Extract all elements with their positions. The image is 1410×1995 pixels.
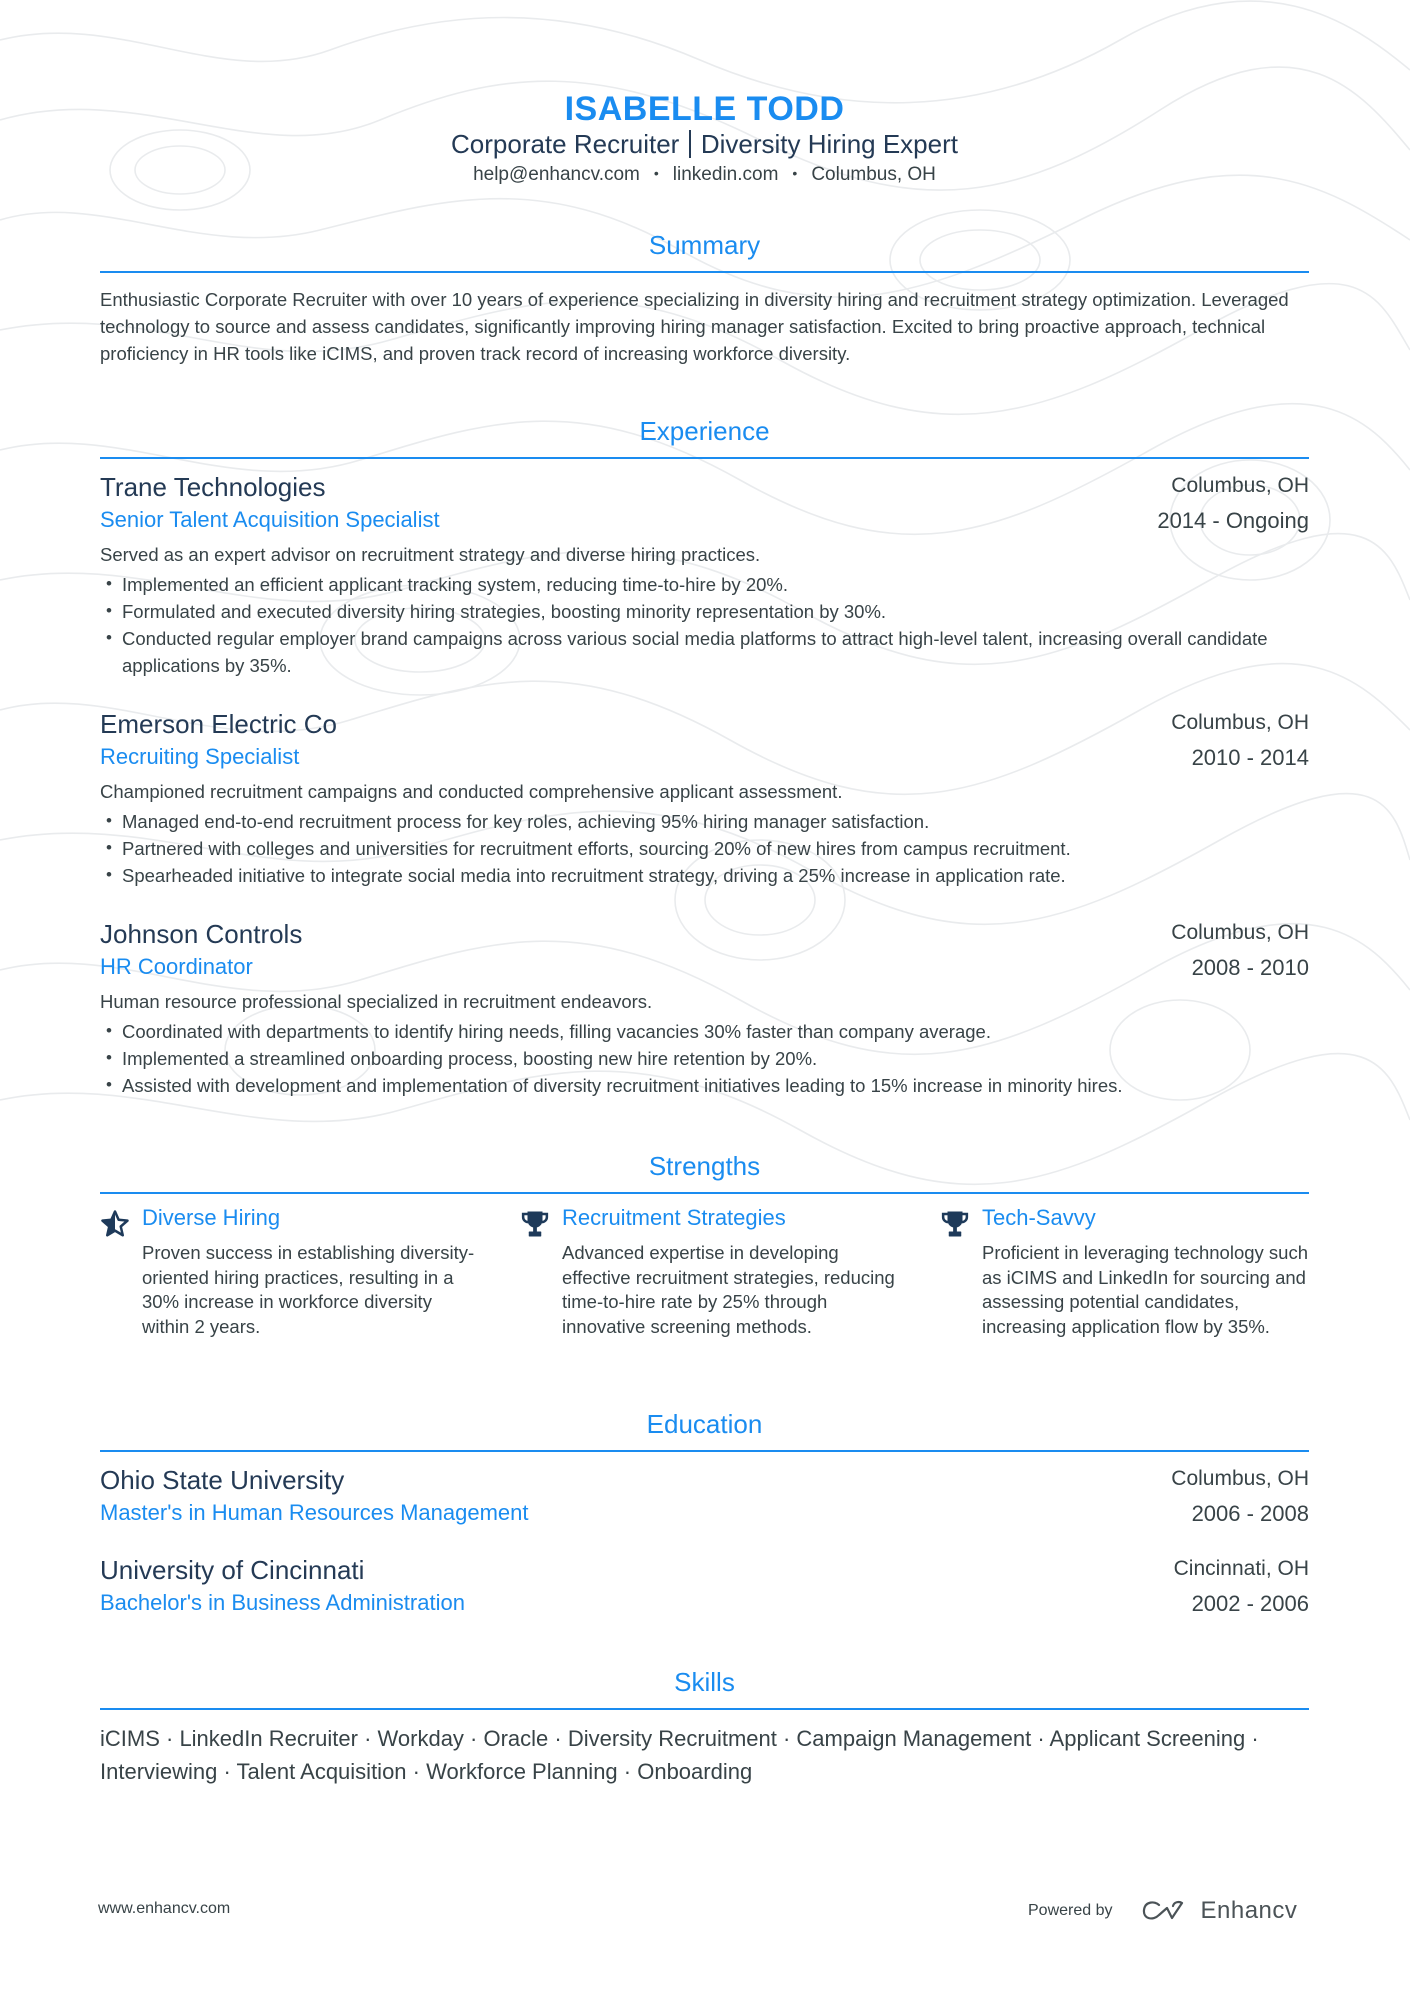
achievement-list xyxy=(100,571,1290,679)
achievement-item: • Implemented an efficient applicant tracking system, reducing time-to-hire by 20%. xyxy=(100,571,1290,598)
bullet-separator: • xyxy=(653,165,659,181)
contact-location: Columbus, OH xyxy=(811,164,936,185)
section-divider xyxy=(100,1192,1309,1194)
job-location: Columbus, OH xyxy=(1171,711,1309,734)
achievement-item: • Managed end-to-end recruitment process for key roles, achieving 95% hiring manager satisfaction. xyxy=(100,808,1290,835)
strength-description: Proficient in leveraging technology such as iCIMS and LinkedIn for sourcing and assessing potential candidates, increasing application flow by 35%. xyxy=(982,1242,1308,1337)
achievement-item: • Formulated and executed diversity hiring strategies, boosting minority representation by 30%. xyxy=(100,598,1290,625)
school-name: Ohio State University xyxy=(100,1465,345,1495)
footer-website-link[interactable]: www.enhancv.com xyxy=(98,1900,231,1917)
section-divider xyxy=(100,271,1309,273)
title-primary: Corporate Recruiter xyxy=(451,129,680,159)
job-dates: 2014 - Ongoing xyxy=(1157,508,1309,533)
company-name: Trane Technologies xyxy=(100,472,326,502)
section-heading-education: Education xyxy=(646,1409,763,1439)
section-heading-skills: Skills xyxy=(674,1667,735,1697)
strength-description: Proven success in establishing diversity-oriented hiring practices, resulting in a 30% increase in workforce diversity within 2 years. xyxy=(142,1242,475,1337)
section-divider xyxy=(100,1450,1309,1452)
job-location: Columbus, OH xyxy=(1171,474,1309,497)
school-location: Cincinnati, OH xyxy=(1173,1557,1309,1580)
strength-title: Recruitment Strategies xyxy=(562,1205,786,1230)
bullet-separator: • xyxy=(792,165,798,181)
section-heading-strengths: Strengths xyxy=(648,1151,761,1181)
company-name: Emerson Electric Co xyxy=(100,709,337,739)
achievement-item: • Coordinated with departments to identify hiring needs, filling vacancies 30% faster than company average. xyxy=(100,1018,1290,1045)
summary-text: Enthusiastic Corporate Recruiter with over 10 years of experience specializing in diversity hiring and recruitment strategy optimization. Leveraged technology to source and assess candidates, significantly improving hiring manager satisfaction. Excited to bring proactive approach, technical proficiency in HR tools like iCIMS, and proven track record of increasing workforce diversity. xyxy=(100,289,1289,364)
trophy-icon xyxy=(940,1209,970,1239)
title-secondary: Diversity Hiring Expert xyxy=(700,129,958,159)
strength-description: Advanced expertise in developing effective recruitment strategies, reducing time-to-hire rate by 25% through innovative screening methods. xyxy=(562,1242,895,1337)
job-role: Recruiting Specialist xyxy=(100,744,300,769)
company-name: Johnson Controls xyxy=(100,919,303,949)
job-description: Served as an expert advisor on recruitment strategy and diverse hiring practices. xyxy=(100,544,761,565)
strength-title: Diverse Hiring xyxy=(142,1205,281,1230)
achievement-item: • Conducted regular employer brand campaigns across various social media platforms to attract high-level talent, increasing overall candidate applications by 35%. xyxy=(100,625,1290,679)
skills-line: Interviewing · Talent Acquisition · Workforce Planning · Onboarding xyxy=(100,1759,753,1784)
job-role: HR Coordinator xyxy=(100,954,253,979)
job-description: Championed recruitment campaigns and conducted comprehensive applicant assessment. xyxy=(100,781,843,802)
title-separator xyxy=(689,130,691,158)
job-dates: 2010 - 2014 xyxy=(1191,745,1309,770)
section-heading-experience: Experience xyxy=(639,416,770,446)
strength-title: Tech-Savvy xyxy=(982,1205,1096,1230)
candidate-name: ISABELLE TODD xyxy=(564,90,845,128)
skills-line: iCIMS · LinkedIn Recruiter · Workday · Oracle · Diversity Recruitment · Campaign Management · Applicant Screening · xyxy=(100,1726,1259,1751)
achievement-item: • Partnered with colleges and universities for recruitment efforts, sourcing 20% of new hires from campus recruitment. xyxy=(100,835,1290,862)
contact-email[interactable]: help@enhancv.com xyxy=(473,164,640,185)
section-divider xyxy=(100,1708,1309,1710)
job-dates: 2008 - 2010 xyxy=(1191,955,1309,980)
education-dates: 2002 - 2006 xyxy=(1191,1591,1309,1616)
achievement-item: • Implemented a streamlined onboarding process, boosting new hire retention by 20%. xyxy=(100,1045,1290,1072)
school-name: University of Cincinnati xyxy=(100,1555,365,1585)
job-description: Human resource professional specialized in recruitment endeavors. xyxy=(100,991,653,1012)
footer-branding xyxy=(1028,1897,1297,1925)
trophy-icon xyxy=(520,1209,550,1239)
school-location: Columbus, OH xyxy=(1171,1467,1309,1490)
enhancv-logo-text: Enhancv xyxy=(1200,1897,1298,1924)
skills-list xyxy=(100,1722,1315,1788)
education-dates: 2006 - 2008 xyxy=(1191,1501,1309,1526)
star-half-icon xyxy=(100,1209,130,1239)
degree: Master's in Human Resources Management xyxy=(100,1500,529,1525)
achievement-item: • Spearheaded initiative to integrate social media into recruitment strategy, driving a 25% increase in application rate. xyxy=(100,862,1290,889)
job-role: Senior Talent Acquisition Specialist xyxy=(100,507,440,532)
achievement-list xyxy=(100,1018,1290,1099)
achievement-item: • Assisted with development and implementation of diversity recruitment initiatives leading to 15% increase in minority hires. xyxy=(100,1072,1290,1099)
powered-by-label: Powered by xyxy=(1028,1902,1113,1919)
achievement-list xyxy=(100,808,1290,889)
degree: Bachelor's in Business Administration xyxy=(100,1590,465,1615)
contact-line xyxy=(100,164,1309,186)
job-location: Columbus, OH xyxy=(1171,921,1309,944)
section-heading-summary: Summary xyxy=(648,230,761,260)
contact-linkedin[interactable]: linkedin.com xyxy=(672,164,779,185)
candidate-title xyxy=(100,129,1309,160)
enhancv-logo-icon xyxy=(1141,1899,1187,1923)
section-divider xyxy=(100,457,1309,459)
